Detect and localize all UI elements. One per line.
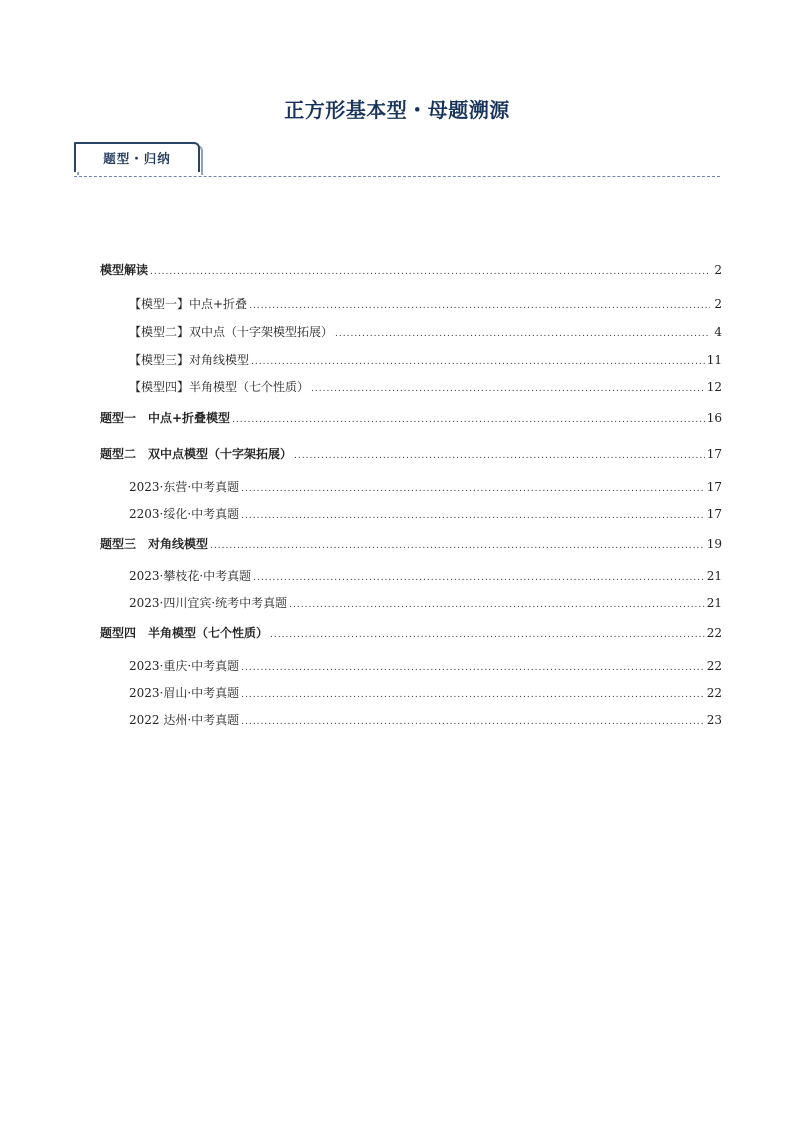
toc-leader-dots: [311, 381, 705, 397]
toc-entry-page: 17: [706, 447, 722, 461]
toc-entry-label: 模型解读: [100, 263, 149, 277]
toc-entry-page: 12: [706, 380, 722, 394]
toc-entry[interactable]: [129, 658, 722, 676]
toc-entry-page: 4: [714, 325, 722, 339]
toc-entry-label: 【模型一】中点+折叠: [129, 297, 248, 311]
toc-entry-label: 2023·四川宜宾·统考中考真题: [129, 596, 288, 610]
toc-entry-label: 2023·东营·中考真题: [129, 480, 240, 494]
toc-entry-label: 题型四 半角模型（七个性质）: [100, 626, 269, 640]
toc-entry[interactable]: [129, 296, 722, 314]
toc-entry[interactable]: [100, 536, 722, 554]
toc-entry-page: 17: [706, 480, 722, 494]
toc-entry[interactable]: [129, 479, 722, 497]
toc-entry[interactable]: [100, 625, 722, 643]
toc-leader-dots: [241, 508, 705, 524]
section-divider: [74, 176, 720, 177]
toc-leader-dots: [210, 538, 705, 554]
toc-entry-page: 21: [706, 569, 722, 583]
toc-entry-page: 2: [714, 263, 722, 277]
toc-entry[interactable]: [129, 379, 722, 397]
toc-entry-label: 2023·眉山·中考真题: [129, 686, 240, 700]
toc-leader-dots: [270, 627, 705, 643]
toc-entry-label: 【模型四】半角模型（七个性质）: [129, 380, 310, 394]
toc-entry-label: 2022 达州·中考真题: [129, 713, 240, 727]
toc-entry-page: 22: [706, 626, 722, 640]
toc-entry[interactable]: [129, 506, 722, 524]
toc-entry-page: 23: [706, 713, 722, 727]
toc-entry-label: 【模型三】对角线模型: [129, 353, 250, 367]
toc-entry-page: 11: [706, 353, 722, 367]
toc-entry-label: 2023·攀枝花·中考真题: [129, 569, 252, 583]
toc-entry[interactable]: [100, 446, 722, 464]
toc-entry[interactable]: [100, 410, 722, 428]
toc-leader-dots: [241, 714, 705, 730]
toc-entry-page: 2: [714, 297, 722, 311]
toc-entry[interactable]: [100, 262, 722, 280]
toc-entry-label: 2023·重庆·中考真题: [129, 659, 240, 673]
toc-leader-dots: [241, 481, 705, 497]
toc-entry-label: 【模型二】双中点（十字架模型拓展）: [129, 325, 334, 339]
toc-leader-dots: [253, 570, 705, 586]
toc-entry[interactable]: [129, 568, 722, 586]
toc-leader-dots: [241, 660, 705, 676]
toc-entry-page: 21: [706, 596, 722, 610]
toc-entry[interactable]: [129, 324, 722, 342]
toc-entry-label: 题型二 双中点模型（十字架拓展）: [100, 447, 293, 461]
toc-entry-page: 22: [706, 686, 722, 700]
toc-entry-page: 16: [706, 411, 722, 425]
toc-leader-dots: [150, 264, 710, 280]
toc-leader-dots: [335, 326, 710, 342]
toc-leader-dots: [289, 597, 705, 613]
toc-entry[interactable]: [129, 712, 722, 730]
toc-entry[interactable]: [129, 352, 722, 370]
toc-leader-dots: [249, 298, 710, 314]
toc-entry-label: 2203·绥化·中考真题: [129, 507, 240, 521]
toc-leader-dots: [232, 412, 705, 428]
toc-leader-dots: [251, 354, 705, 370]
page-title: 正方形基本型・母题溯源: [284, 98, 510, 122]
toc-leader-dots: [294, 448, 705, 464]
toc-leader-dots: [241, 687, 705, 703]
toc-entry[interactable]: [129, 685, 722, 703]
toc-entry-page: 22: [706, 659, 722, 673]
toc-entry-label: 题型三 对角线模型: [100, 537, 209, 551]
section-badge: 题型・归纳: [74, 142, 200, 172]
toc-entry-label: 题型一 中点+折叠模型: [100, 411, 231, 425]
toc-entry-page: 17: [706, 507, 722, 521]
toc-entry-page: 19: [706, 537, 722, 551]
toc-entry[interactable]: [129, 595, 722, 613]
